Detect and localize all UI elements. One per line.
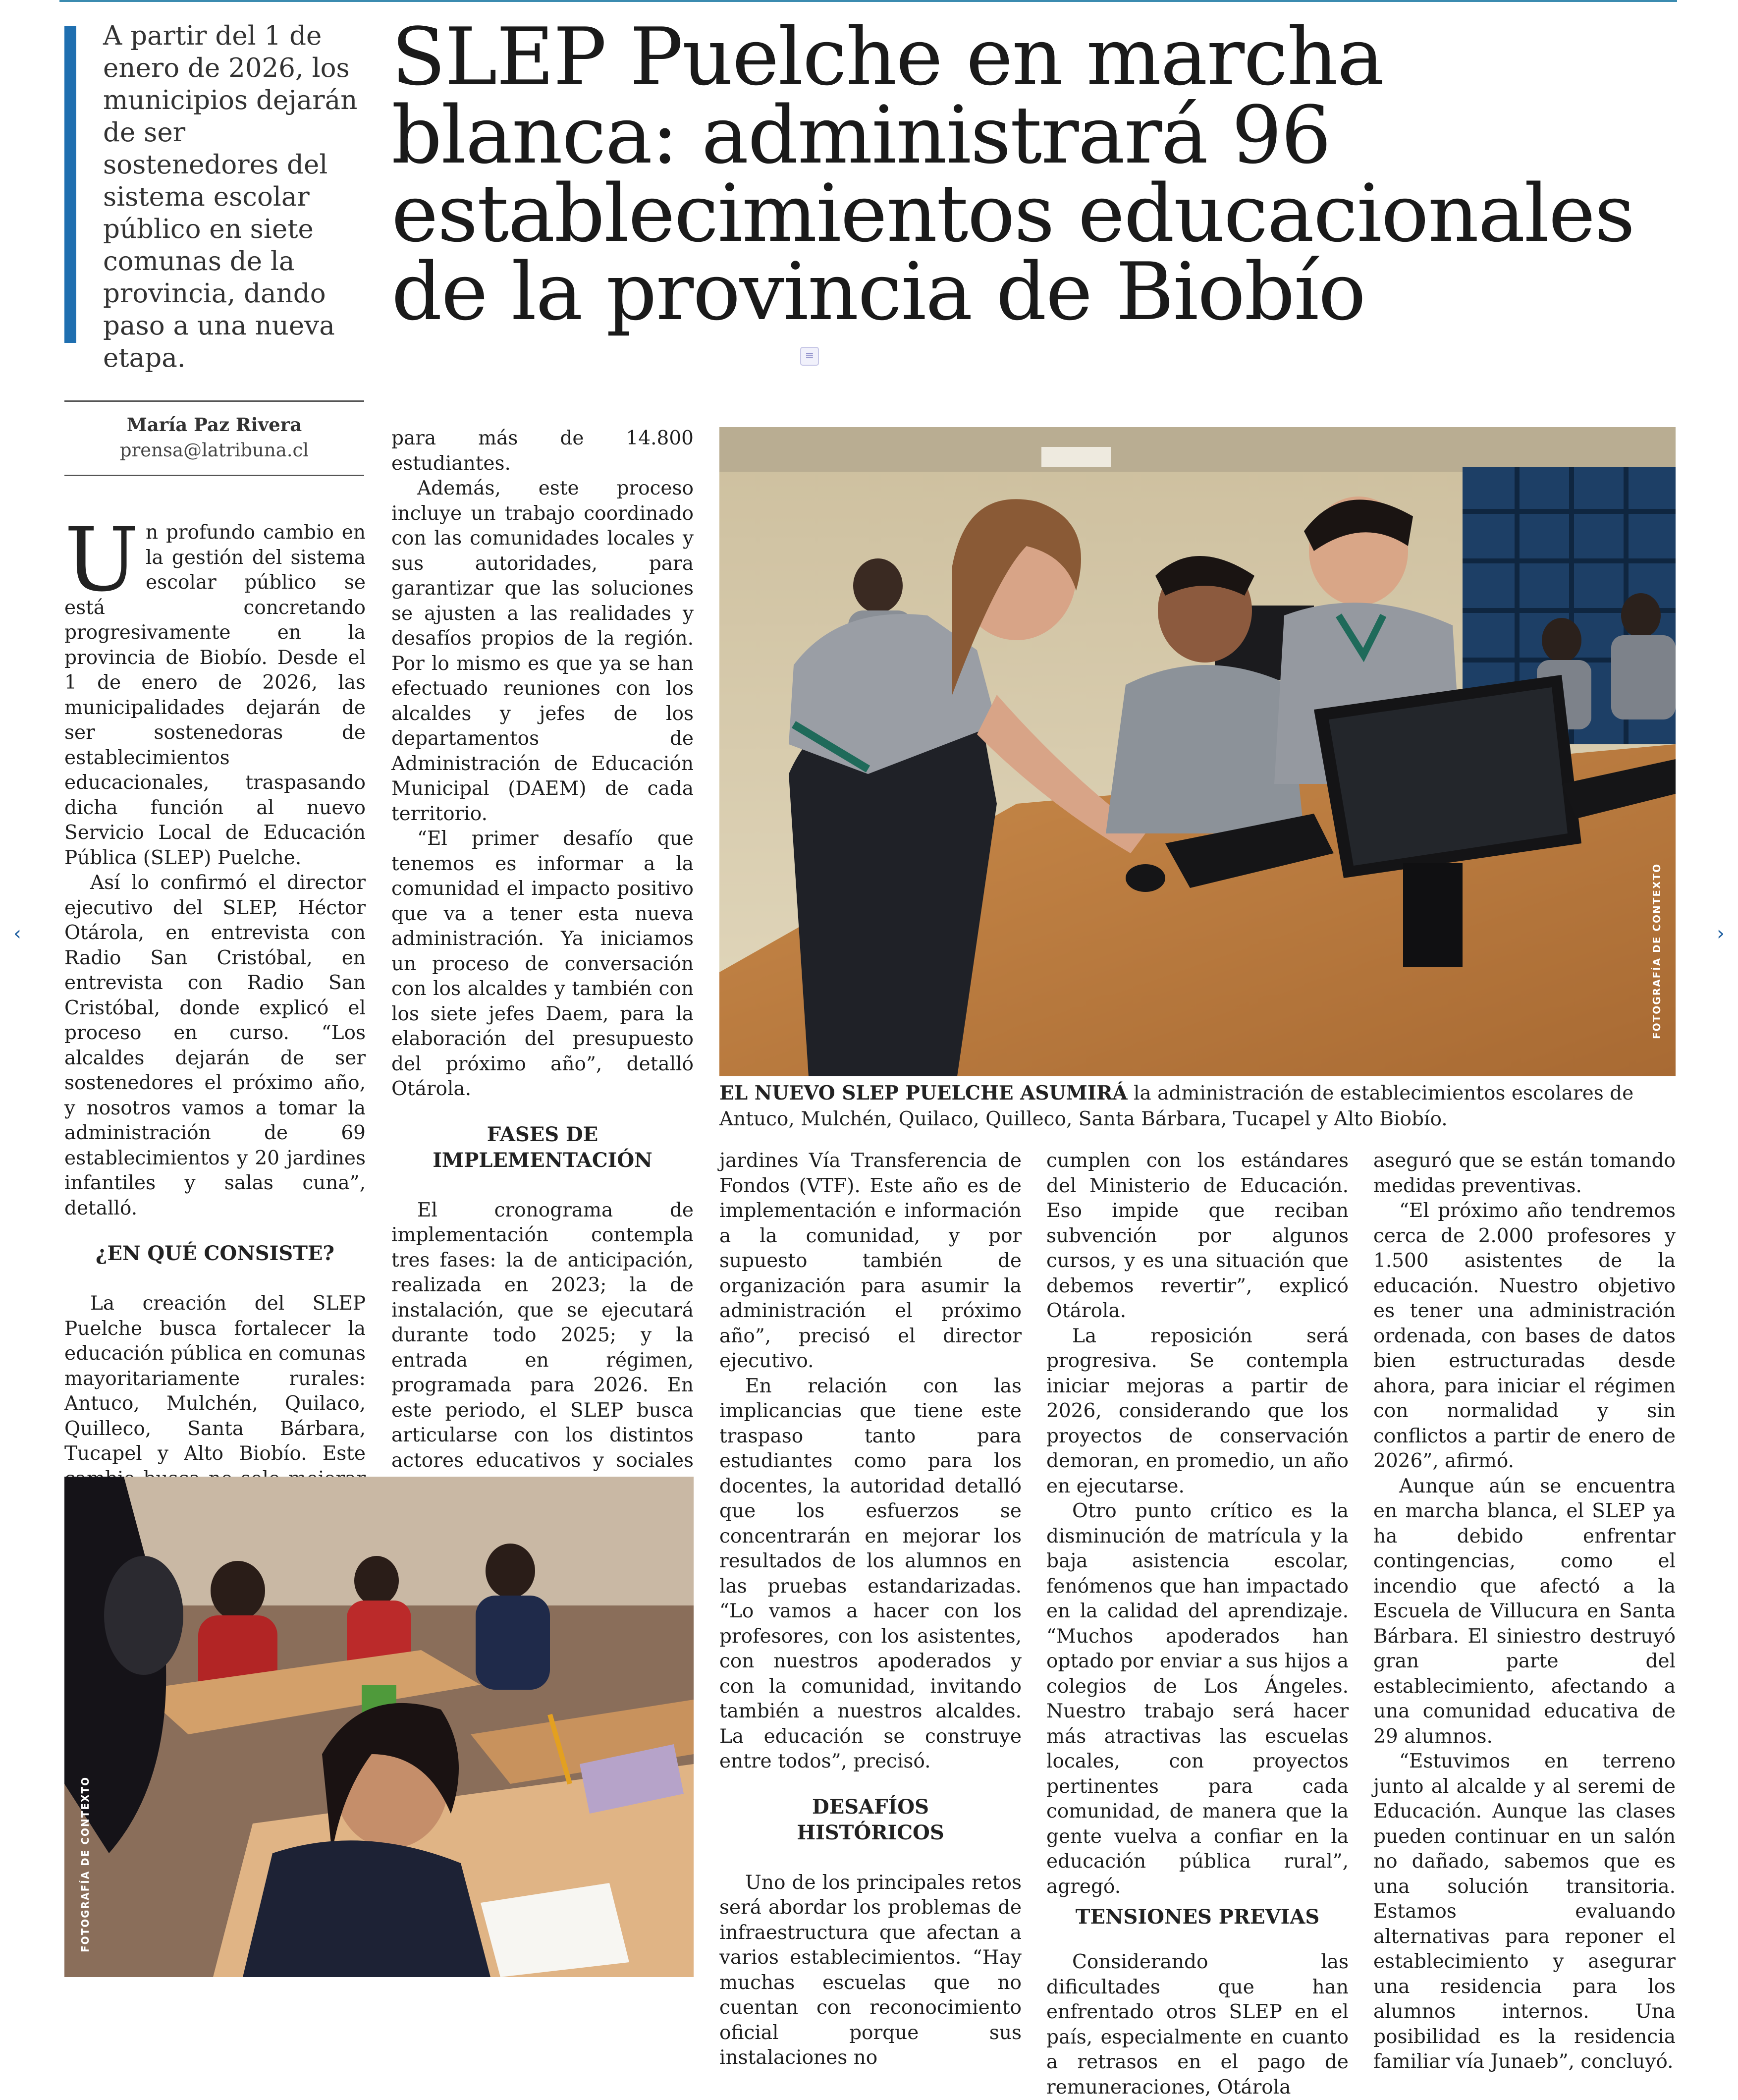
subheading-desafios	[719, 1794, 1022, 1846]
subheading-en-que-consiste: ¿EN QUÉ CONSISTE?	[96, 1242, 334, 1265]
paragraph	[64, 508, 366, 871]
previous-page-button[interactable]: ‹	[5, 922, 30, 946]
paragraph: El cronograma de implementación contempla tres fases: la de anticipación, realizada en 2023; la de instalación, que se ejecutará durante todo 2025; y la entrada en régimen, programada para 2026. En este periodo, el SLEP busca articularse con los distintos actores educativos y sociales	[391, 1199, 694, 1472]
paragraph: “El primer desafío que tenemos es informar a la comunidad el impacto positivo que va a tener esta nueva administración. Ya iniciamos un proceso de conversación con los alcaldes y también con los siete jefes Daem, para la elaboración del presupuesto del próximo año”, detalló Otárola.	[391, 828, 694, 1100]
paragraph: jardines Vía Transferencia de Fondos (VTF). Este año es de implementación e información a la comunidad, y por supuesto también de organización para asumir la administración el próximo año”, precisó el director ejecutivo.	[719, 1150, 1022, 1372]
paragraph: Otro punto crítico es la disminución de matrícula y la baja asistencia escolar, fenómenos que han impactado en la calidad del aprendizaje. “Muchos apoderados han optado por enviar a sus hijos a colegios de Los Ángeles. Nuestro trabajo será hacer más atractivas las escuelas locales, con proyectos pertinentes para cada comunidad, de manera que la gente vuelva a confiar en la educación pública rural”, agregó.	[1046, 1500, 1349, 1898]
caption-lead: EL NUEVO SLEP PUELCHE ASUMIRÁ	[719, 1082, 1128, 1105]
second-photo	[64, 1477, 694, 1977]
column-1	[64, 508, 366, 1592]
paragraph: aseguró que se están tomando medidas preventivas.	[1373, 1150, 1676, 1197]
paragraph: La reposición será progresiva. Se contempla iniciar mejoras a partir de 2026, considerando que los proyectos de conservación demoran, en promedio, un año en ejecutarse.	[1046, 1325, 1349, 1497]
photo-credit: FOTOGRAFÍA DE CONTEXTO	[1651, 863, 1663, 1039]
main-photo	[719, 427, 1676, 1076]
subheading-line: HISTÓRICOS	[797, 1821, 944, 1844]
top-rule	[59, 0, 1677, 2]
comment-icon[interactable]: ≡	[800, 347, 819, 366]
paragraph: Así lo confirmó el director ejecutivo del SLEP, Héctor Otárola, en entrevista con Radio San Cristóbal, en entrevista con Radio San Cristóbal, donde explicó el proceso en curso. “Los alcaldes dejarán de ser sostenedores el próximo año, y nosotros vamos a tomar la administración de 69 establecimientos y 20 jardines infantiles y salas cuna”, detalló.	[64, 872, 366, 1219]
paragraph: Además, este proceso incluye un trabajo coordinado con las comunidades locales y sus autoridades, para garantizar que las soluciones se ajusten a las realidades y desafíos propios de la región. Por lo mismo es que ya se han efectuado reuniones con los alcaldes y jefes de los departamentos de Administración de Educación Municipal (DAEM) de cada territorio.	[391, 477, 694, 825]
paragraph: Considerando las dificultades que han enfrentado otros SLEP en el país, especialmente en cuanto a retrasos en el pago de remuneraciones, Otárola	[1046, 1951, 1349, 2099]
byline-email[interactable]: prensa@latribuna.cl	[119, 440, 309, 461]
column-4	[1046, 1149, 1349, 2100]
paragraph: Aunque aún se encuentra en marcha blanca, el SLEP ya ha debido enfrentar contingencias, como el incendio que afectó a la Escuela de Villucura en Santa Bárbara. El siniestro destruyó gran parte del establecimiento, afectando a una comunidad educativa de 29 alumnos.	[1373, 1475, 1676, 1748]
photo-caption	[719, 1080, 1676, 1132]
column-5	[1373, 1149, 1676, 2075]
article-headline: SLEP Puelche en marcha blanca: administrará 96 establecimientos educacionales de la provincia de Biobío	[391, 10, 1634, 338]
paragraph-text: n profundo cambio en la gestión del sistema escolar público se está concretando progresivamente en la provincia de Biobío. Desde el 1 de enero de 2026, las municipalidades dejarán de ser sostenedoras de establecimientos educacionales, traspasando dicha función al nuevo Servicio Local de Educación Pública (SLEP) Puelche.	[64, 521, 366, 869]
article-deck: A partir del 1 de enero de 2026, los municipios dejarán de ser sostenedores del sistema escolar público en siete comunas de la provincia, dando paso a una nueva etapa.	[103, 21, 358, 373]
byline-author: María Paz Rivera	[126, 414, 302, 436]
deck-accent-bar	[64, 26, 76, 343]
paragraph: En relación con las implicancias que tiene este traspaso tanto para estudiantes como para los docentes, la autoridad detalló que los esfuerzos se concentrarán en mejorar los resultados de los alumnos en las pruebas estandarizadas. “Lo vamos a hacer con los profesores, con los asistentes, con nuestros apoderados y con la comunidad, invitando también a nuestros alcaldes. La educación se construye entre todos”, precisó.	[719, 1375, 1022, 1772]
photo-credit: FOTOGRAFÍA DE CONTEXTO	[79, 1776, 91, 1952]
paragraph: Uno de los principales retos será abordar los problemas de infraestructura que afectan a varios establecimientos. “Hay muchas escuelas que no cuentan con reconocimiento oficial porque sus instalaciones no	[719, 1871, 1022, 2069]
next-page-button[interactable]: ›	[1708, 922, 1733, 946]
paragraph: “Estuvimos en terreno junto al alcalde y al seremi de Educación. Aunque las clases pueden continuar en un salón no dañado, sabemos que es una solución transitoria. Estamos evaluando alternativas para reponer el establecimiento y asegurar una residencia para los alumnos internos. Una posibilidad es la residencia familiar vía Junaeb”, concluyó.	[1373, 1750, 1676, 2073]
paragraph: “El próximo año tendremos cerca de 2.000 profesores y 1.500 asistentes de la educación. Nuestro objetivo es tener una administración ordenada, con bases de datos bien estructuradas desde ahora, para iniciar el régimen con normalidad y sin conflictos a partir de enero de 2026”, afirmó.	[1373, 1200, 1676, 1472]
subheading-fases	[391, 1122, 694, 1173]
drop-cap: U	[64, 508, 139, 611]
caption-text: la administración de establecimientos escolares de Antuco, Mulchén, Quilaco, Quilleco, Santa Bárbara, Tucapel y Alto Biobío.	[719, 1082, 1634, 1130]
subheading-line: FASES DE	[487, 1122, 598, 1146]
subheading-line: IMPLEMENTACIÓN	[433, 1148, 652, 1172]
byline	[64, 414, 364, 461]
column-3	[719, 1149, 1022, 2071]
subheading-tensiones: TENSIONES PREVIAS	[1075, 1905, 1320, 1929]
byline-bottom-rule	[64, 475, 364, 476]
byline-top-rule	[64, 400, 364, 402]
column-2	[391, 426, 694, 1599]
paragraph: para más de 14.800 estudiantes.	[391, 427, 694, 475]
paragraph: cumplen con los estándares del Ministerio de Educación. Eso impide que reciban subvención por algunos cursos, y es una situación que debemos revertir”, explicó Otárola.	[1046, 1150, 1349, 1322]
subheading-line: DESAFÍOS	[812, 1795, 929, 1819]
paragraph: La creación del SLEP Puelche busca fortalecer la educación pública en comunas mayoritariamente rurales: Antuco, Mulchén, Quilaco, Quilleco, Santa Bárbara, Tucapel y Alto Biobío. Este	[64, 1292, 366, 1465]
